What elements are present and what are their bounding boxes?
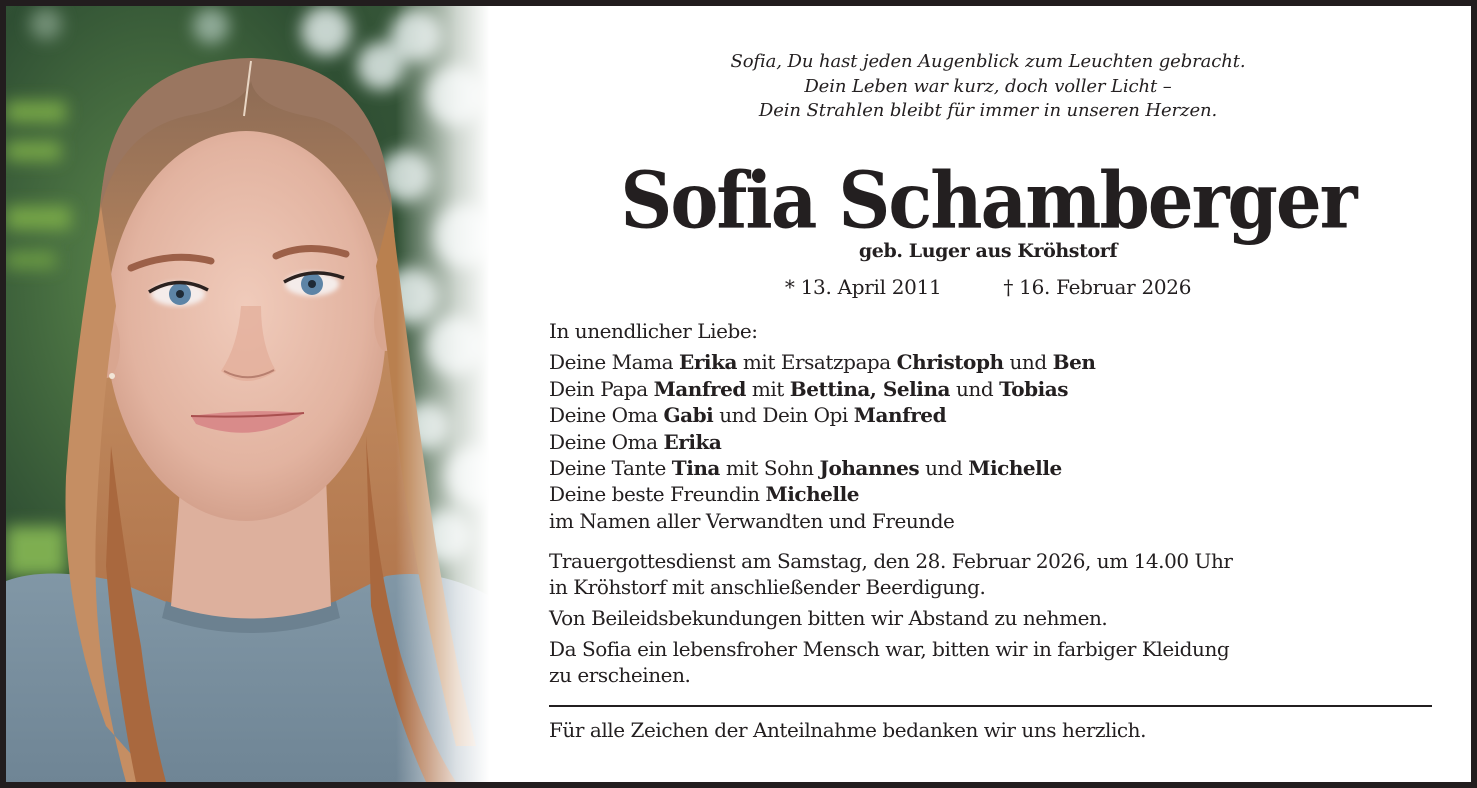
mourner-name: Tina — [671, 456, 720, 481]
mourner-name: Michelle — [968, 456, 1062, 481]
mourner-relation: im Namen aller Verwandten und Freunde — [549, 508, 955, 533]
service-info — [549, 548, 1429, 688]
mourner-line — [549, 429, 1429, 455]
motto-line: Dein Strahlen bleibt für immer in unseren Herzen. — [758, 100, 1218, 121]
portrait-image — [6, 6, 506, 782]
mourner-line — [549, 455, 1429, 481]
condolence-note — [549, 605, 1429, 631]
memorial-motto — [543, 50, 1433, 124]
mourners-intro: In unendlicher Liebe: — [549, 319, 758, 343]
mourner-line — [549, 376, 1429, 402]
mourner-relation: Dein Papa — [549, 376, 654, 401]
motto-line: Sofia, Du hast jeden Augenblick zum Leuchten gebracht. — [730, 51, 1246, 72]
divider — [549, 705, 1432, 707]
death-date: † 16. Februar 2026 — [1003, 275, 1192, 299]
funeral-line: Trauergottesdienst am Samstag, den 28. Februar 2026, um 14.00 Uhr — [549, 549, 1233, 574]
mourner-relation: mit Ersatzpapa — [737, 350, 897, 375]
mourner-name: Johannes — [819, 456, 920, 481]
mourner-name: Christoph — [896, 350, 1004, 375]
dress-code-note — [549, 636, 1429, 688]
mourner-relation: mit — [745, 376, 790, 401]
mourner-name: Gabi — [663, 403, 714, 428]
mourner-relation: mit Sohn — [719, 456, 820, 481]
mourners-list — [549, 349, 1429, 534]
mourner-line — [549, 508, 1429, 534]
birth-date: * 13. April 2011 — [784, 275, 942, 299]
mourner-line — [549, 349, 1429, 375]
mourner-relation: Deine Tante — [549, 456, 672, 481]
mourner-relation: und — [1003, 350, 1053, 375]
mourner-name: Erika — [679, 350, 737, 375]
mourner-relation: Deine Oma — [549, 403, 664, 428]
mourner-name: Tobias — [999, 376, 1069, 401]
funeral-line: in Kröhstorf mit anschließender Beerdigung. — [549, 575, 986, 600]
mourner-relation: Deine beste Freundin — [549, 482, 766, 507]
dress-line: Da Sofia ein lebensfroher Mensch war, bitten wir in farbiger Kleidung — [549, 637, 1230, 662]
maiden-name-origin: geb. Luger aus Kröhstorf — [858, 240, 1118, 262]
obituary-body — [549, 318, 1429, 693]
mourner-line — [549, 402, 1429, 428]
motto-line: Dein Leben war kurz, doch voller Licht – — [804, 75, 1172, 97]
mourner-name: Ben — [1052, 350, 1096, 375]
dress-line: zu erscheinen. — [549, 663, 691, 688]
mourner-name: Bettina, Selina — [789, 376, 951, 401]
mourner-relation: und — [919, 456, 969, 481]
funeral-service — [549, 548, 1429, 600]
mourner-relation: und — [950, 376, 1000, 401]
mourner-name: Manfred — [853, 403, 947, 428]
mourner-name: Michelle — [765, 482, 859, 507]
deceased-name: Sofia Schamberger — [620, 154, 1356, 246]
portrait-photo — [6, 6, 506, 782]
thanks-note: Für alle Zeichen der Anteilnahme bedanken wir uns herzlich. — [549, 718, 1147, 742]
mourner-name: Manfred — [653, 376, 746, 401]
mourner-relation: Deine Oma — [549, 429, 664, 454]
condolence-line: Von Beileidsbekundungen bitten wir Abstand zu nehmen. — [549, 606, 1108, 631]
life-dates — [543, 274, 1433, 300]
mourner-relation: Deine Mama — [549, 350, 680, 375]
mourner-name: Erika — [663, 429, 722, 454]
mourner-relation: und Dein Opi — [713, 403, 854, 428]
mourner-line — [549, 481, 1429, 507]
